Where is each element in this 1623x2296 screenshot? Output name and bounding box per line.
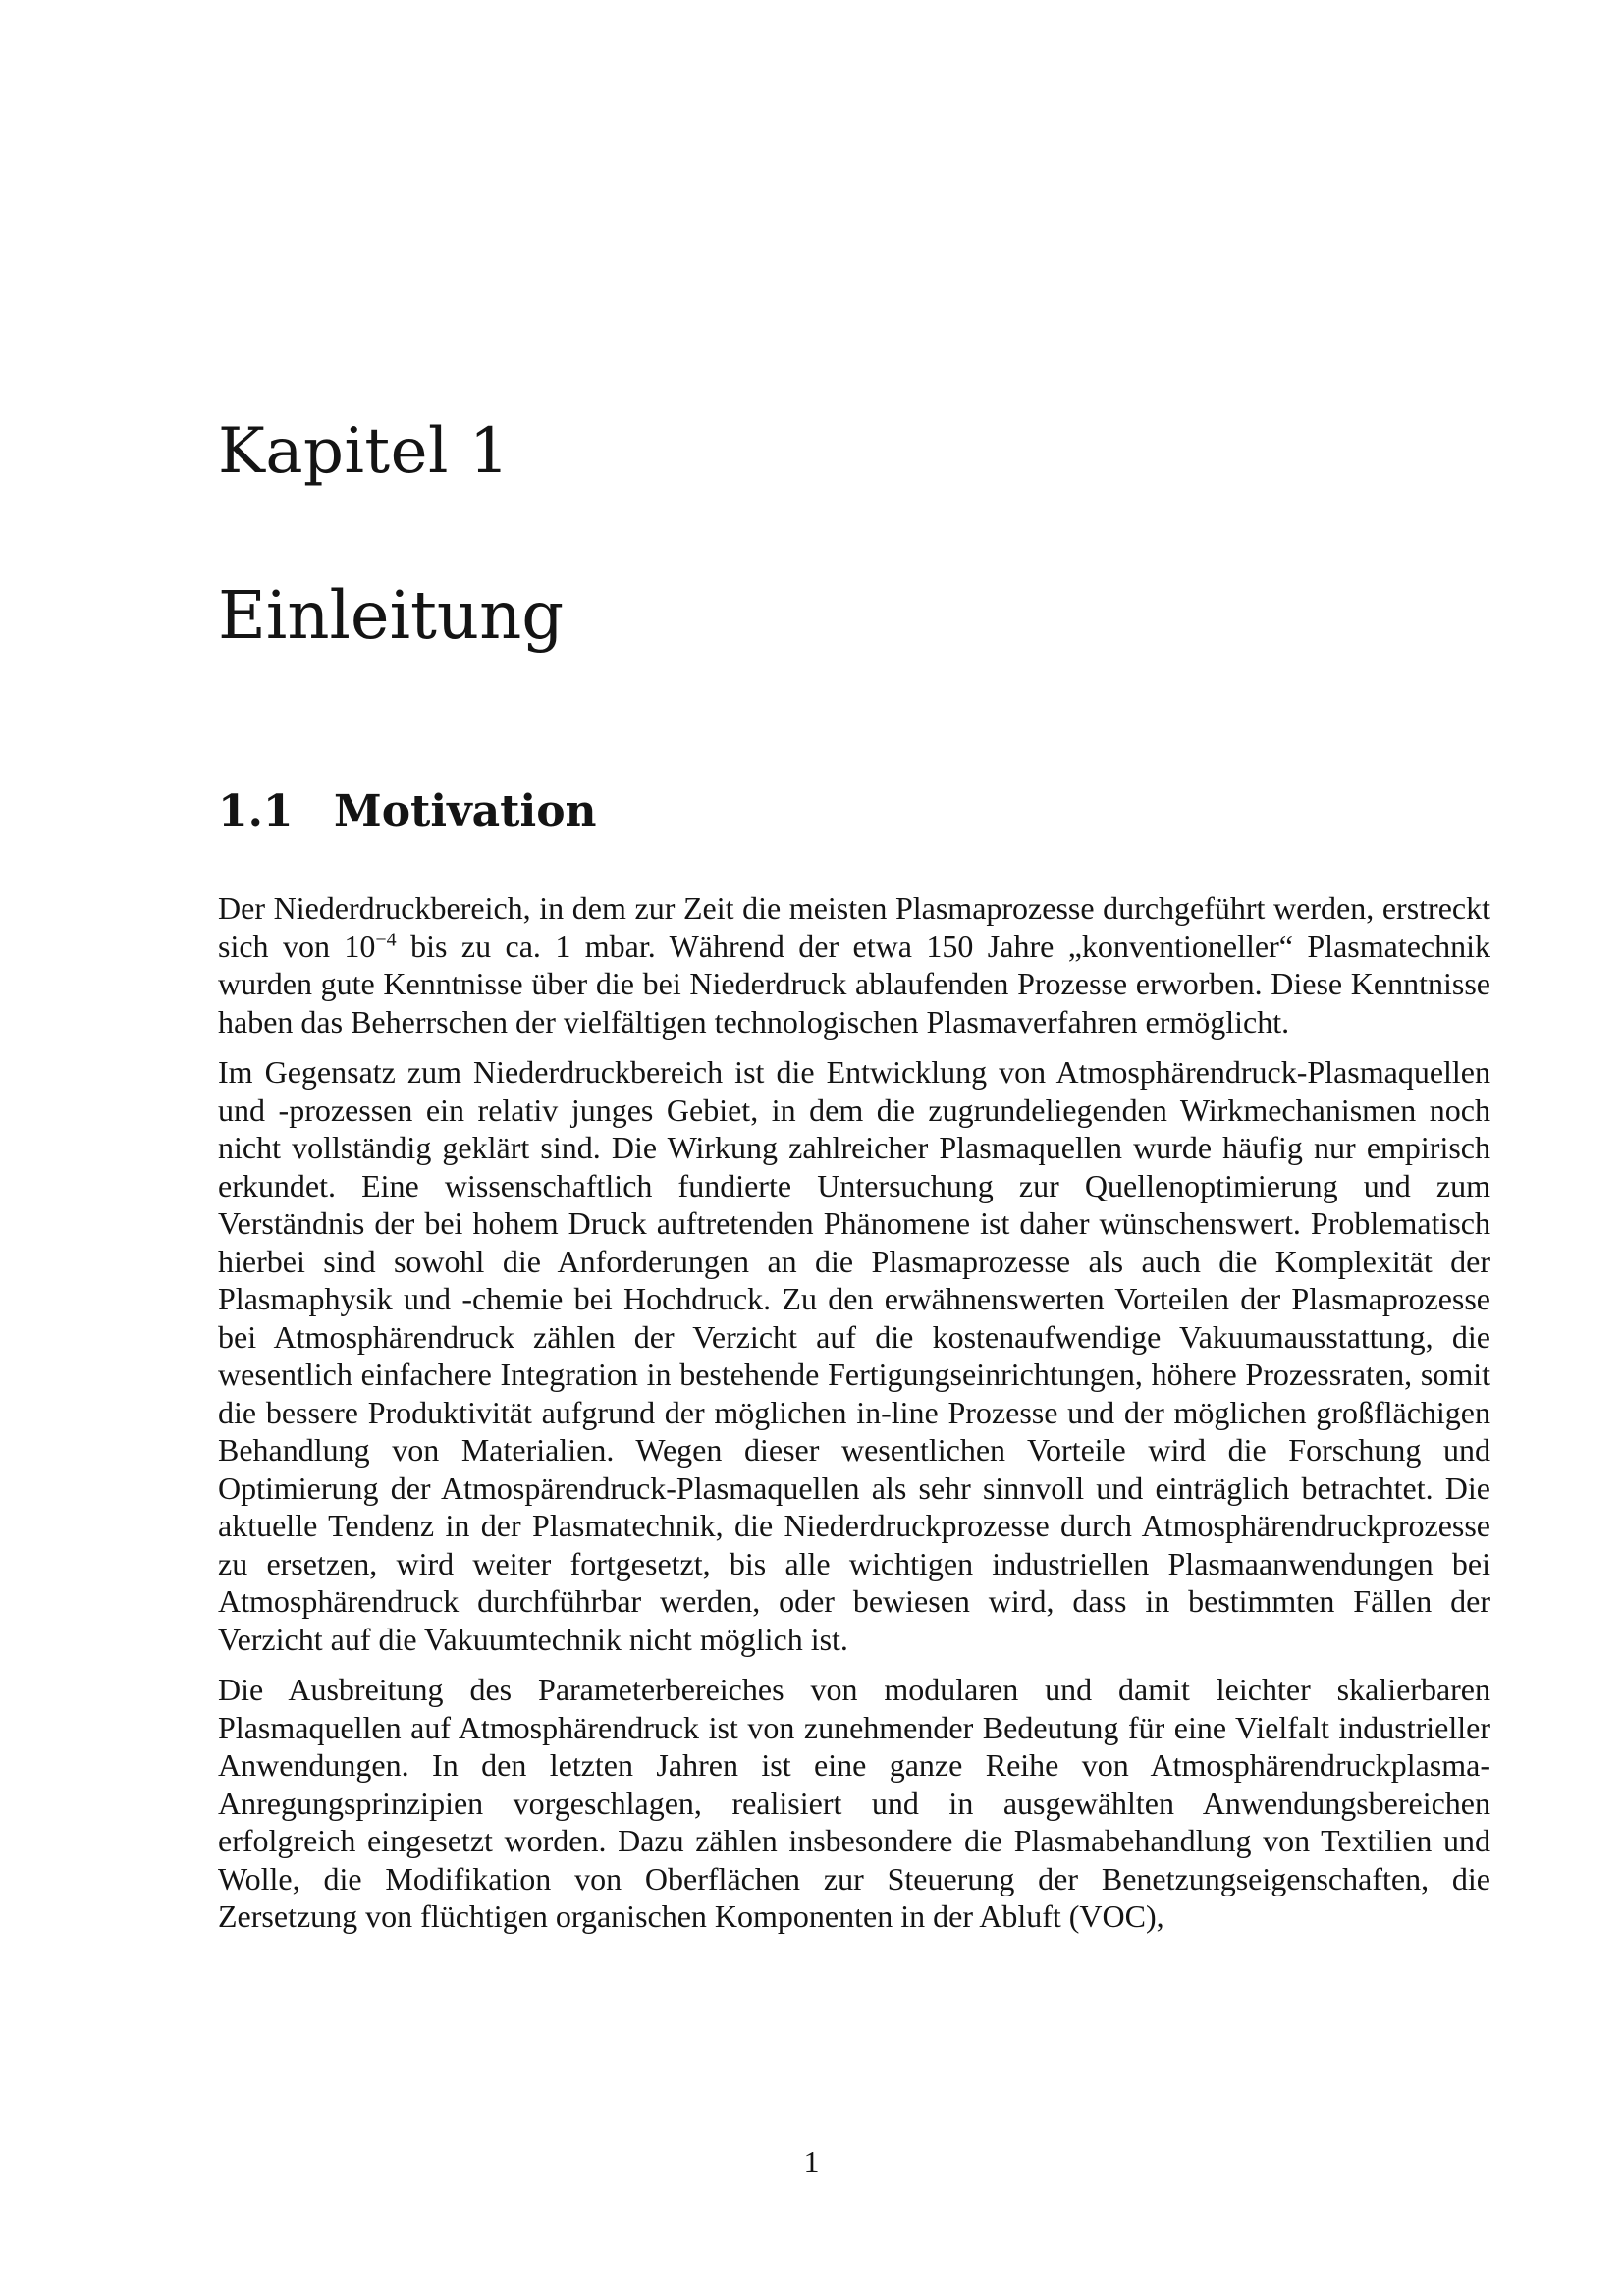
paragraph-2: Im Gegensatz zum Niederdruckbereich ist die Entwicklung von Atmosphärendruck-Plasmaquellen und -prozessen ein relativ junges Gebiet, in dem die zugrundeliegenden Wirkmechanismen noch nicht vollständig geklärt sind. Die Wirkung zahlreicher Plasmaquellen wurde häufig nur empirisch erkundet. Eine wissenschaftlich fundierte Untersuchung zur Quellenoptimierung und zum Verständnis der bei hohem Druck auftretenden Phänomene ist daher wünschenswert. Problematisch hierbei sind sowohl die Anforderungen an die Plasmaprozesse als auch die Komplexität der Plasmaphysik und -chemie bei Hochdruck. Zu den erwähnenswerten Vorteilen der Plasmaprozesse bei Atmosphärendruck zählen der Verzicht auf die kostenaufwendige Vakuumausstattung, die wesentlich einfachere Integration in bestehende Fertigungseinrichtungen, höhere Prozessraten, somit die bessere Produktivität aufgrund der möglichen in-line Prozesse und der möglichen großflächigen Behandlung von Materialien. Wegen dieser wesentlichen Vorteile wird die Forschung und Optimierung der Atmospärendruck-Plasmaquellen als sehr sinnvoll und einträglich betrachtet. Die aktuelle Tendenz in der Plasmatechnik, die Niederdruckprozesse durch Atmosphärendruckprozesse zu ersetzen, wird weiter fortgesetzt, bis alle wichtigen industriellen Plasmaanwendungen bei Atmosphärendruck durchführbar werden, oder bewiesen wird, dass in bestimmten Fällen der Verzicht auf die Vakuumtechnik nicht möglich ist.	[218, 1054, 1490, 1657]
paragraph-3: Die Ausbreitung des Parameterbereiches von modularen und damit leichter skalierbaren Plasmaquellen auf Atmosphärendruck ist von zunehmender Bedeutung für eine Vielfalt industrieller Anwendungen. In den letzten Jahren ist eine ganze Reihe von Atmosphärendruckplasma-Anregungsprinzipien vorgeschlagen, realisiert und in ausgewählten Anwendungsbereichen erfolgreich eingesetzt worden. Dazu zählen insbesondere die Plasmabehandlung von Textilien und Wolle, die Modifikation von Oberflächen zur Steuerung der Benetzungseigenschaften, die Zersetzung von flüchtigen organischen Komponenten in der Abluft (VOC),	[218, 1672, 1490, 1934]
paragraph-1	[218, 889, 1490, 1041]
section-heading	[218, 786, 597, 836]
exponent: −4	[375, 928, 397, 950]
section-title: Motivation	[334, 786, 597, 836]
chapter-number: Kapitel 1	[218, 415, 511, 488]
paragraph-1-text-b: bis zu ca. 1 mbar. Während der etwa 150 Jahre „konventioneller“ Plasmatechnik wurden gute Kenntnisse über die bei Niederdruck ablaufenden Prozesse erworben. Diese Kenntnisse haben das Beherrschen der vielfältigen technologischen Plasmaverfahren ermöglicht.	[218, 928, 1490, 1040]
section-number: 1.1	[218, 786, 294, 836]
paragraph-1-text-a: Der Niederdruckbereich, in dem zur Zeit die meisten Plasmaprozesse durchgeführt werden, erstreckt sich von 10	[218, 890, 1490, 964]
body-text	[218, 889, 1490, 1949]
chapter-title: Einleitung	[218, 577, 565, 654]
page-number: 1	[803, 2144, 820, 2179]
